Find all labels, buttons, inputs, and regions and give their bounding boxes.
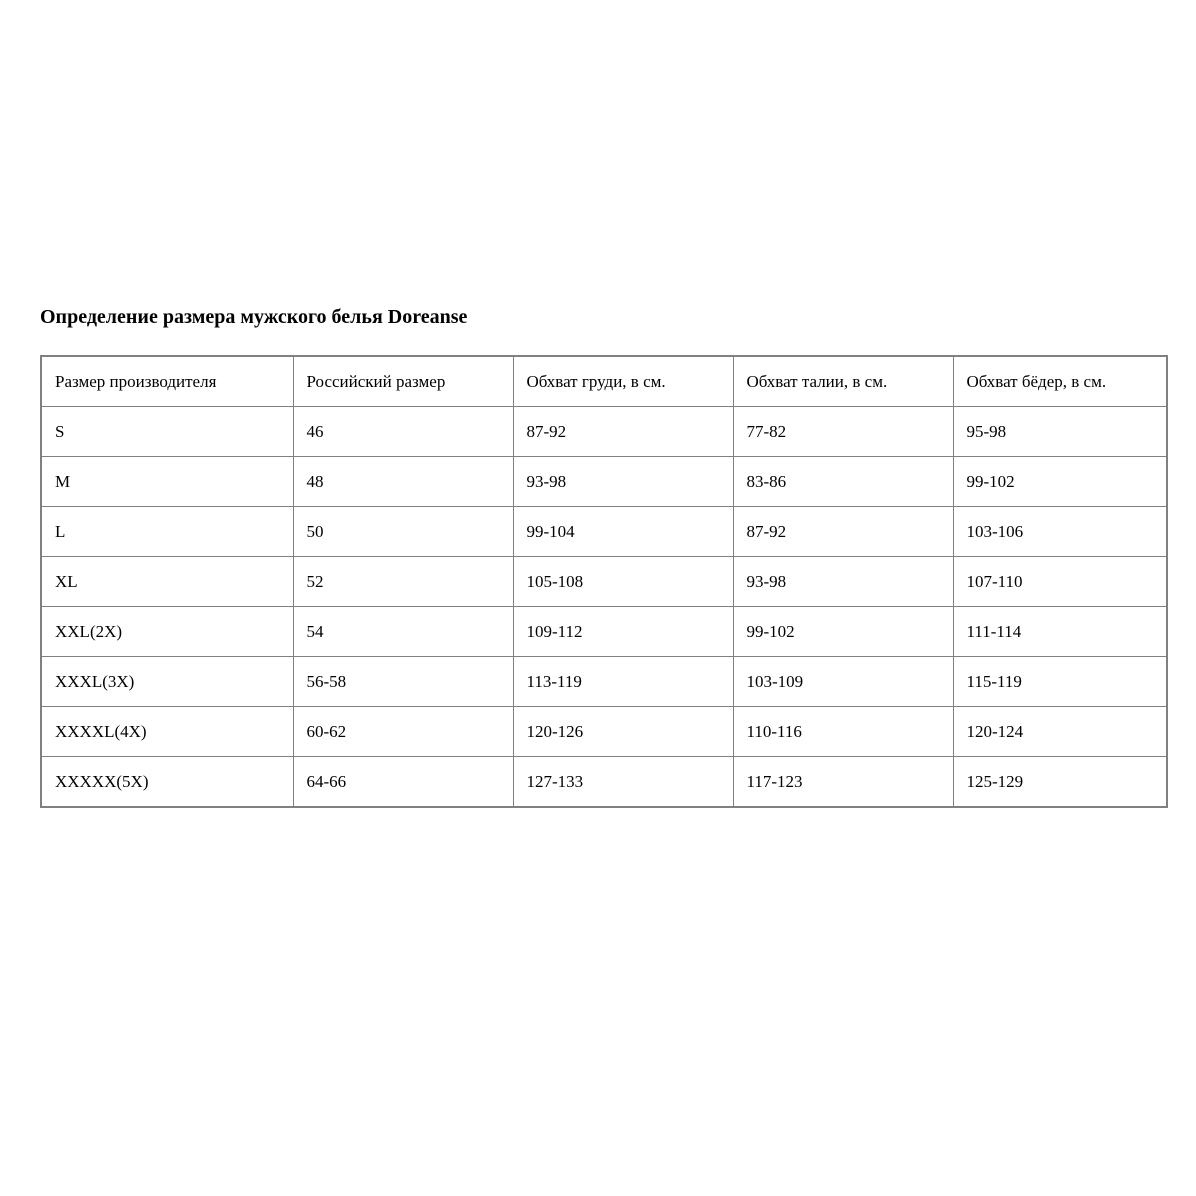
header-chest: Обхват груди, в см. [513,356,733,407]
table-row [41,657,1167,707]
table-row [41,707,1167,757]
table-cell: 93-98 [513,457,733,507]
table-cell: 99-102 [953,457,1167,507]
table-cell: 46 [293,407,513,457]
table-cell: 95-98 [953,407,1167,457]
table-cell: 99-104 [513,507,733,557]
table-cell: 52 [293,557,513,607]
header-manufacturer-size: Размер производителя [41,356,293,407]
table-header-row [41,356,1167,407]
table-row [41,607,1167,657]
table-cell: 48 [293,457,513,507]
table-cell: 64-66 [293,757,513,808]
table-cell: 50 [293,507,513,557]
table-cell: XXXL(3X) [41,657,293,707]
table-cell: 115-119 [953,657,1167,707]
table-row [41,557,1167,607]
table-cell: 120-126 [513,707,733,757]
table-cell: 83-86 [733,457,953,507]
header-hips: Обхват бёдер, в см. [953,356,1167,407]
table-cell: 103-109 [733,657,953,707]
table-cell: 120-124 [953,707,1167,757]
page-title: Определение размера мужского белья Doreanse [40,306,468,328]
table-cell: 111-114 [953,607,1167,657]
header-waist: Обхват талии, в см. [733,356,953,407]
table-cell: 87-92 [513,407,733,457]
table-cell: L [41,507,293,557]
table-cell: 127-133 [513,757,733,808]
table-cell: XXL(2X) [41,607,293,657]
table-cell: 117-123 [733,757,953,808]
table-cell: 77-82 [733,407,953,457]
table-cell: 110-116 [733,707,953,757]
table-cell: 56-58 [293,657,513,707]
table-cell: 60-62 [293,707,513,757]
table-cell: XL [41,557,293,607]
table-cell: XXXXL(4X) [41,707,293,757]
table-cell: 125-129 [953,757,1167,808]
table-cell: 105-108 [513,557,733,607]
table-cell: 113-119 [513,657,733,707]
table-cell: 99-102 [733,607,953,657]
table-cell: XXXXX(5X) [41,757,293,808]
table-cell: 109-112 [513,607,733,657]
table-cell: 93-98 [733,557,953,607]
size-chart-table [40,355,1168,808]
table-cell: 103-106 [953,507,1167,557]
table-cell: 107-110 [953,557,1167,607]
table-cell: 54 [293,607,513,657]
table-cell: M [41,457,293,507]
table-row [41,457,1167,507]
table-cell: 87-92 [733,507,953,557]
table-row [41,507,1167,557]
header-russian-size: Российский размер [293,356,513,407]
table-row [41,757,1167,808]
table-cell: S [41,407,293,457]
table-row [41,407,1167,457]
